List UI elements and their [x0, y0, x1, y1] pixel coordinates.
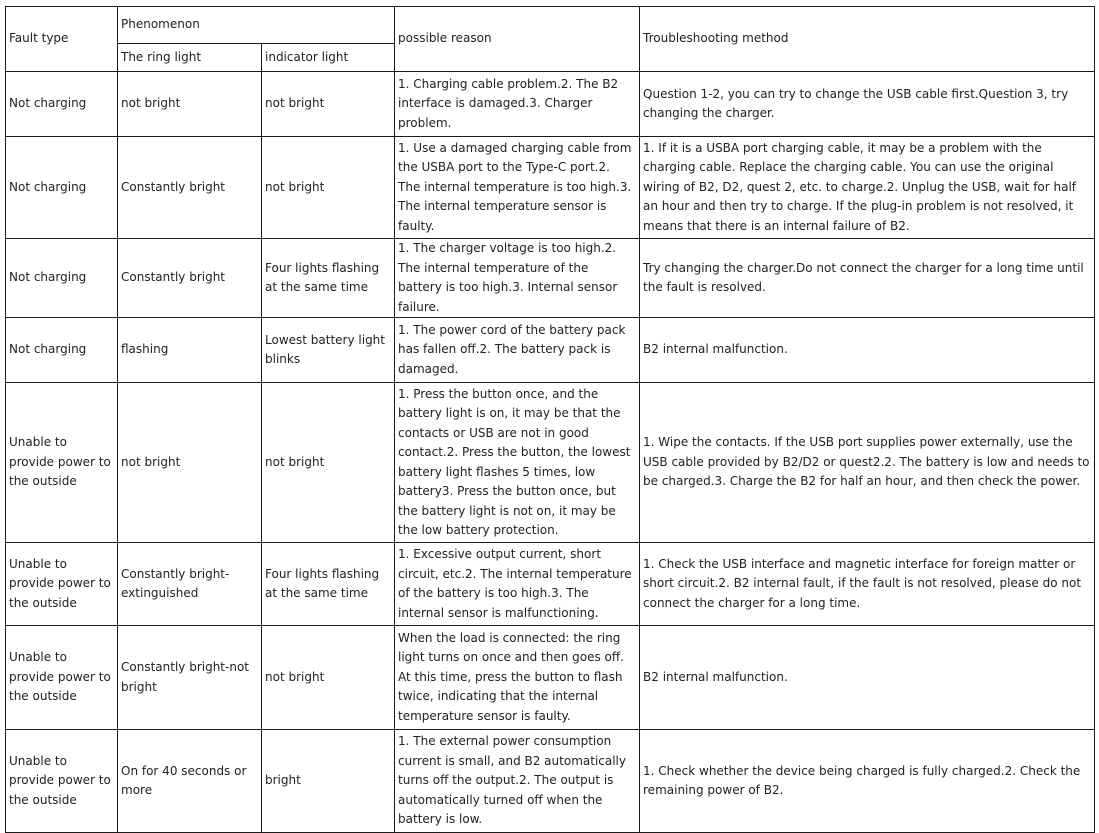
troubleshooting-cell: Question 1-2, you can try to change the USB cable first.Question 3, try changing the charger. [640, 72, 1095, 137]
header-fault-type: Fault type [6, 7, 118, 72]
possible-reason-cell: 1. The power cord of the battery pack has fallen off.2. The battery pack is damaged. [395, 318, 640, 383]
ring-light-cell: not bright [118, 383, 262, 543]
table-row [6, 626, 1095, 730]
ring-light-cell: not bright [118, 72, 262, 137]
table-row [6, 730, 1095, 833]
table-row [6, 239, 1095, 318]
possible-reason-cell: 1. The external power consumption current is small, and B2 automatically turns off the output.2. The output is automatically turned off when the battery is low. [395, 730, 640, 833]
fault-type-cell: Unable to provide power to the outside [6, 626, 118, 730]
header-phenomenon: Phenomenon [118, 7, 395, 44]
troubleshooting-cell: 1. Check whether the device being charged is fully charged.2. Check the remaining power of B2. [640, 730, 1095, 833]
fault-type-cell: Not charging [6, 72, 118, 137]
header-ring-light: The ring light [118, 44, 262, 72]
ring-light-cell: Constantly bright-not bright [118, 626, 262, 730]
indicator-light-cell: Four lights flashing at the same time [262, 543, 395, 626]
possible-reason-cell: 1. Press the button once, and the battery light is on, it may be that the contacts or USB are not in good contact.2. Press the button, the lowest battery light flashes 5 times, low battery3. Press the button once, but the battery light is not on, it may be the low battery protection. [395, 383, 640, 543]
ring-light-cell: On for 40 seconds or more [118, 730, 262, 833]
possible-reason-cell: 1. Charging cable problem.2. The B2 interface is damaged.3. Charger problem. [395, 72, 640, 137]
fault-type-cell: Unable to provide power to the outside [6, 730, 118, 833]
fault-troubleshooting-table [5, 6, 1095, 833]
table-row [6, 72, 1095, 137]
indicator-light-cell: not bright [262, 383, 395, 543]
possible-reason-cell: 1. The charger voltage is too high.2. The internal temperature of the battery is too high.3. Internal sensor failure. [395, 239, 640, 318]
fault-type-cell: Not charging [6, 318, 118, 383]
troubleshooting-cell: 1. Wipe the contacts. If the USB port supplies power externally, use the USB cable provided by B2/D2 or quest2.2. The battery is low and needs to be charged.3. Charge the B2 for half an hour, and then check the power. [640, 383, 1095, 543]
header-possible-reason: possible reason [395, 7, 640, 72]
ring-light-cell: Constantly bright [118, 239, 262, 318]
indicator-light-cell: not bright [262, 626, 395, 730]
troubleshooting-cell: 1. Check the USB interface and magnetic interface for foreign matter or short circuit.2. B2 internal fault, if the fault is not resolved, please do not connect the charger for a long time. [640, 543, 1095, 626]
indicator-light-cell: not bright [262, 72, 395, 137]
troubleshooting-cell: B2 internal malfunction. [640, 626, 1095, 730]
header-indicator-light: indicator light [262, 44, 395, 72]
ring-light-cell: Constantly bright [118, 137, 262, 239]
troubleshooting-cell: B2 internal malfunction. [640, 318, 1095, 383]
header-troubleshooting-method: Troubleshooting method [640, 7, 1095, 72]
fault-type-cell: Not charging [6, 239, 118, 318]
fault-type-cell: Not charging [6, 137, 118, 239]
indicator-light-cell: Four lights flashing at the same time [262, 239, 395, 318]
fault-type-cell: Unable to provide power to the outside [6, 383, 118, 543]
troubleshooting-cell: 1. If it is a USBA port charging cable, it may be a problem with the charging cable. Replace the charging cable. You can use the original wiring of B2, D2, quest 2, etc. to charge.2. Unplug the USB, wait for half an hour and then try to charge. If the plug-in problem is not resolved, it means that there is an internal failure of B2. [640, 137, 1095, 239]
indicator-light-cell: Lowest battery light blinks [262, 318, 395, 383]
table-row [6, 318, 1095, 383]
header-row-top [6, 7, 1095, 44]
table-row [6, 383, 1095, 543]
ring-light-cell: Constantly bright-extinguished [118, 543, 262, 626]
indicator-light-cell: bright [262, 730, 395, 833]
indicator-light-cell: not bright [262, 137, 395, 239]
possible-reason-cell: 1. Use a damaged charging cable from the USBA port to the Type-C port.2. The internal temperature is too high.3. The internal temperature sensor is faulty. [395, 137, 640, 239]
possible-reason-cell: 1. Excessive output current, short circuit, etc.2. The internal temperature of the battery is too high.3. The internal sensor is malfunctioning. [395, 543, 640, 626]
ring-light-cell: flashing [118, 318, 262, 383]
table-row [6, 137, 1095, 239]
fault-type-cell: Unable to provide power to the outside [6, 543, 118, 626]
possible-reason-cell: When the load is connected: the ring light turns on once and then goes off. At this time, press the button to flash twice, indicating that the internal temperature sensor is faulty. [395, 626, 640, 730]
troubleshooting-cell: Try changing the charger.Do not connect the charger for a long time until the fault is resolved. [640, 239, 1095, 318]
table-row [6, 543, 1095, 626]
